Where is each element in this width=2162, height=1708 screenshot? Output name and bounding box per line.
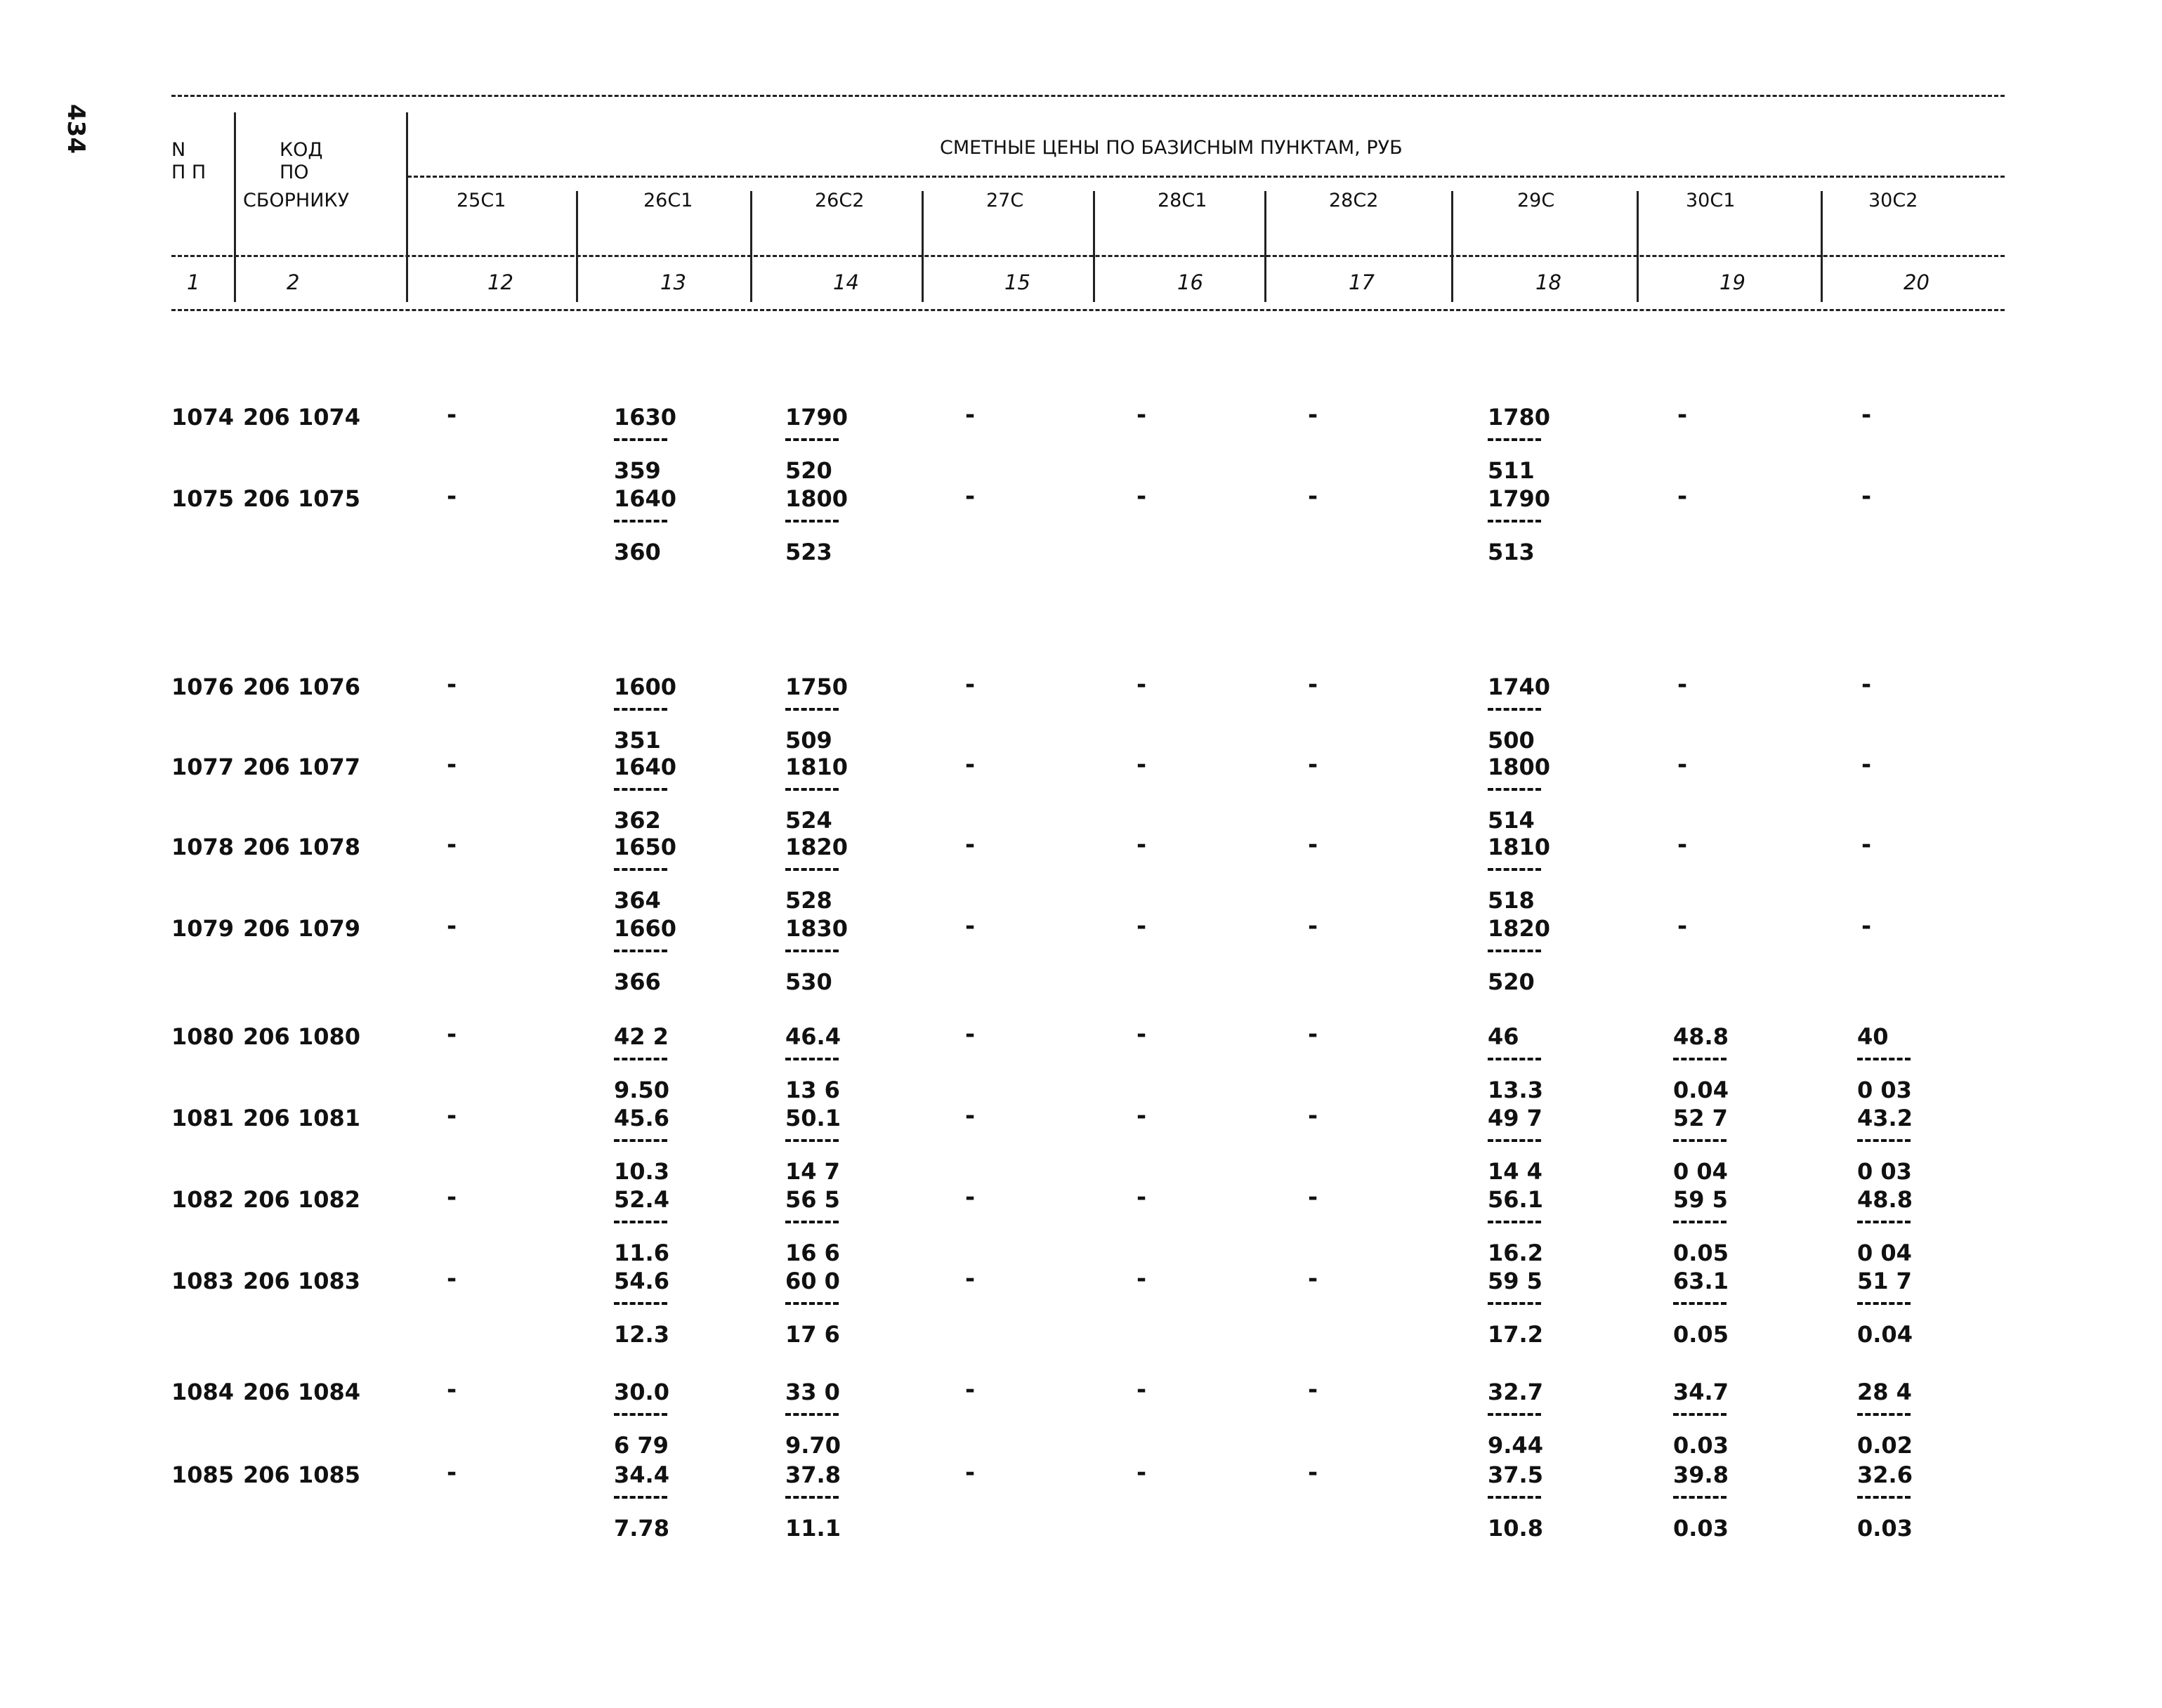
- price-wages: 0.04: [1673, 1077, 1729, 1103]
- empty-value: -: [447, 671, 457, 699]
- price-wages: 530: [785, 968, 832, 995]
- price-total: 30.0: [614, 1379, 669, 1405]
- fraction-bar: [785, 868, 839, 871]
- price-wages: 514: [1488, 807, 1535, 834]
- row-code: 206 1074: [243, 404, 360, 431]
- fraction-bar: [1488, 950, 1541, 952]
- fraction-bar: [1857, 1139, 1911, 1142]
- price-wages: 360: [614, 539, 661, 565]
- vsep: [750, 191, 752, 302]
- fraction-bar: [1673, 1058, 1727, 1060]
- price-wages: 509: [785, 727, 832, 754]
- empty-value: -: [1136, 671, 1147, 699]
- col-header-30c1: 30С1: [1686, 190, 1736, 211]
- price-total: 39.8: [1673, 1461, 1729, 1488]
- col-number: 18: [1535, 270, 1561, 294]
- fraction-bar: [614, 438, 667, 441]
- fraction-bar: [614, 520, 667, 523]
- empty-value: -: [1136, 1183, 1147, 1211]
- empty-value: -: [1308, 912, 1318, 940]
- vsep: [922, 191, 924, 302]
- col-number: 20: [1904, 270, 1930, 294]
- col-header-27c: 27С: [986, 190, 1024, 211]
- price-total: 54.6: [614, 1268, 669, 1294]
- fraction-bar: [614, 1302, 667, 1305]
- price-wages: 13.3: [1488, 1077, 1543, 1103]
- col-header-28c1: 28С1: [1158, 190, 1207, 211]
- price-wages: 0.03: [1673, 1432, 1729, 1459]
- price-total: 56 5: [785, 1186, 840, 1213]
- fraction-bar: [785, 1496, 839, 1499]
- empty-value: -: [1136, 751, 1147, 779]
- price-wages: 0.04: [1857, 1321, 1913, 1348]
- fraction-bar: [1488, 1496, 1541, 1499]
- fraction-bar: [1488, 1302, 1541, 1305]
- fraction-bar: [1488, 520, 1541, 523]
- col-number: 2: [287, 270, 300, 294]
- row-code: 206 1084: [243, 1379, 360, 1405]
- empty-value: -: [447, 1020, 457, 1049]
- empty-value: -: [965, 1376, 976, 1404]
- fraction-bar: [614, 1221, 667, 1223]
- fraction-bar: [1488, 438, 1541, 441]
- col-code-label-1: КОД: [280, 139, 323, 161]
- price-total: 1820: [1488, 915, 1551, 942]
- fraction-bar: [1488, 788, 1541, 791]
- empty-value: -: [447, 1265, 457, 1293]
- empty-value: -: [447, 912, 457, 940]
- fraction-bar: [614, 708, 667, 711]
- page-number: 434: [62, 104, 90, 154]
- row-code: 206 1083: [243, 1268, 360, 1294]
- price-total: 32.6: [1857, 1461, 1913, 1488]
- empty-value: -: [1308, 1183, 1318, 1211]
- fraction-bar: [1673, 1413, 1727, 1416]
- price-total: 45.6: [614, 1105, 669, 1131]
- fraction-bar: [614, 788, 667, 791]
- empty-value: -: [1308, 1376, 1318, 1404]
- price-total: 1600: [614, 674, 677, 700]
- fraction-bar: [785, 1221, 839, 1223]
- fraction-bar: [785, 520, 839, 523]
- price-wages: 0.03: [1673, 1515, 1729, 1542]
- empty-value: -: [1136, 1265, 1147, 1293]
- empty-value: -: [447, 1102, 457, 1130]
- price-wages: 13 6: [785, 1077, 840, 1103]
- price-wages: 524: [785, 807, 832, 834]
- empty-value: -: [1677, 401, 1688, 429]
- price-total: 48.8: [1857, 1186, 1913, 1213]
- price-wages: 351: [614, 727, 661, 754]
- empty-value: -: [1677, 751, 1688, 779]
- price-total: 37.8: [785, 1461, 841, 1488]
- empty-value: -: [1136, 482, 1147, 511]
- price-total: 1820: [785, 834, 849, 860]
- price-total: 52.4: [614, 1186, 669, 1213]
- empty-value: -: [1136, 831, 1147, 859]
- price-wages: 362: [614, 807, 661, 834]
- price-wages: 0 03: [1857, 1158, 1912, 1185]
- empty-value: -: [1308, 831, 1318, 859]
- row-code: 206 1080: [243, 1023, 360, 1050]
- vsep: [1264, 191, 1266, 302]
- col-header-26c2: 26С2: [815, 190, 865, 211]
- fraction-bar: [785, 708, 839, 711]
- price-total: 1750: [785, 674, 849, 700]
- row-number: 1076: [171, 674, 235, 700]
- col-code-label-2: ПО: [280, 162, 309, 183]
- price-wages: 500: [1488, 727, 1535, 754]
- fraction-bar: [1488, 868, 1541, 871]
- price-total: 52 7: [1673, 1105, 1728, 1131]
- row-code: 206 1076: [243, 674, 360, 700]
- price-total: 1790: [1488, 485, 1551, 512]
- fraction-bar: [1488, 708, 1541, 711]
- col-number: 15: [1004, 270, 1030, 294]
- vsep: [1451, 191, 1453, 302]
- col-number: 1: [187, 270, 200, 294]
- price-wages: 17.2: [1488, 1321, 1543, 1348]
- fraction-bar: [1857, 1221, 1911, 1223]
- price-wages: 12.3: [614, 1321, 669, 1348]
- price-total: 50.1: [785, 1105, 841, 1131]
- vsep: [576, 191, 578, 302]
- price-wages: 359: [614, 457, 661, 484]
- row-number: 1079: [171, 915, 235, 942]
- price-total: 43.2: [1857, 1105, 1913, 1131]
- empty-value: -: [1861, 482, 1872, 511]
- price-total: 1810: [785, 754, 849, 780]
- price-wages: 364: [614, 887, 661, 914]
- price-total: 1800: [1488, 754, 1551, 780]
- price-total: 34.4: [614, 1461, 669, 1488]
- empty-value: -: [1861, 401, 1872, 429]
- empty-value: -: [447, 751, 457, 779]
- price-total: 33 0: [785, 1379, 840, 1405]
- price-total: 1800: [785, 485, 849, 512]
- empty-value: -: [965, 1020, 976, 1049]
- row-number: 1084: [171, 1379, 235, 1405]
- fraction-bar: [1857, 1302, 1911, 1305]
- price-wages: 7.78: [614, 1515, 669, 1542]
- empty-value: -: [965, 1183, 976, 1211]
- fraction-bar: [614, 1413, 667, 1416]
- fraction-bar: [785, 950, 839, 952]
- row-number: 1077: [171, 754, 235, 780]
- vsep: [1821, 191, 1823, 302]
- vsep: [406, 112, 408, 302]
- fraction-bar: [785, 1413, 839, 1416]
- price-wages: 0 03: [1857, 1077, 1912, 1103]
- price-total: 46: [1488, 1023, 1519, 1050]
- empty-value: -: [1308, 751, 1318, 779]
- col-number: 19: [1719, 270, 1745, 294]
- row-code: 206 1075: [243, 485, 360, 512]
- empty-value: -: [1861, 751, 1872, 779]
- price-total: 1650: [614, 834, 677, 860]
- price-wages: 513: [1488, 539, 1535, 565]
- price-wages: 0.05: [1673, 1240, 1729, 1266]
- price-wages: 523: [785, 539, 832, 565]
- price-total: 40: [1857, 1023, 1889, 1050]
- header-group-rule: [407, 176, 2005, 178]
- empty-value: -: [1677, 831, 1688, 859]
- price-wages: 11.1: [785, 1515, 841, 1542]
- empty-value: -: [1136, 1102, 1147, 1130]
- price-wages: 0.02: [1857, 1432, 1913, 1459]
- price-total: 1780: [1488, 404, 1551, 431]
- fraction-bar: [1857, 1413, 1911, 1416]
- price-total: 46.4: [785, 1023, 841, 1050]
- price-total: 34.7: [1673, 1379, 1729, 1405]
- col-header-26c1: 26С1: [643, 190, 693, 211]
- empty-value: -: [965, 751, 976, 779]
- price-total: 28 4: [1857, 1379, 1912, 1405]
- price-total: 1640: [614, 754, 677, 780]
- fraction-bar: [1673, 1496, 1727, 1499]
- empty-value: -: [1308, 1459, 1318, 1487]
- empty-value: -: [1861, 831, 1872, 859]
- empty-value: -: [1136, 1376, 1147, 1404]
- price-wages: 6 79: [614, 1432, 669, 1459]
- empty-value: -: [965, 1265, 976, 1293]
- col-header-28c2: 28С2: [1329, 190, 1379, 211]
- vsep: [1637, 191, 1639, 302]
- empty-value: -: [1861, 912, 1872, 940]
- price-total: 60 0: [785, 1268, 840, 1294]
- row-number: 1075: [171, 485, 235, 512]
- price-total: 1660: [614, 915, 677, 942]
- price-total: 59 5: [1673, 1186, 1728, 1213]
- row-number: 1078: [171, 834, 235, 860]
- price-total: 49 7: [1488, 1105, 1542, 1131]
- empty-value: -: [447, 1459, 457, 1487]
- fraction-bar: [614, 950, 667, 952]
- empty-value: -: [1308, 1020, 1318, 1049]
- price-total: 48.8: [1673, 1023, 1729, 1050]
- row-number: 1082: [171, 1186, 235, 1213]
- price-wages: 0 04: [1857, 1240, 1912, 1266]
- empty-value: -: [1677, 482, 1688, 511]
- empty-value: -: [965, 1459, 976, 1487]
- fraction-bar: [785, 1139, 839, 1142]
- empty-value: -: [1677, 671, 1688, 699]
- fraction-bar: [614, 868, 667, 871]
- fraction-bar: [1488, 1058, 1541, 1060]
- price-wages: 10.8: [1488, 1515, 1543, 1542]
- col-number: 16: [1177, 270, 1203, 294]
- vsep: [1093, 191, 1095, 302]
- price-wages: 528: [785, 887, 832, 914]
- fraction-bar: [1673, 1139, 1727, 1142]
- empty-value: -: [1136, 912, 1147, 940]
- price-wages: 520: [785, 457, 832, 484]
- price-total: 63.1: [1673, 1268, 1729, 1294]
- empty-value: -: [965, 482, 976, 511]
- price-wages: 14 7: [785, 1158, 840, 1185]
- col-number: 17: [1349, 270, 1375, 294]
- empty-value: -: [447, 831, 457, 859]
- price-wages: 0 04: [1673, 1158, 1728, 1185]
- group-title: СМЕТНЫЕ ЦЕНЫ ПО БАЗИСНЫМ ПУНКТАМ, РУБ: [940, 137, 1403, 159]
- col-code-label-3: СБОРНИКУ: [243, 190, 350, 211]
- price-total: 59 5: [1488, 1268, 1542, 1294]
- col-pp-label: П П: [171, 162, 207, 183]
- col-number: 12: [487, 270, 513, 294]
- price-wages: 366: [614, 968, 661, 995]
- col-number: 14: [833, 270, 859, 294]
- price-total: 51 7: [1857, 1268, 1912, 1294]
- empty-value: -: [1136, 401, 1147, 429]
- empty-value: -: [447, 1376, 457, 1404]
- empty-value: -: [1308, 401, 1318, 429]
- price-wages: 520: [1488, 968, 1535, 995]
- price-total: 1740: [1488, 674, 1551, 700]
- price-wages: 9.50: [614, 1077, 669, 1103]
- row-code: 206 1082: [243, 1186, 360, 1213]
- empty-value: -: [965, 401, 976, 429]
- price-total: 1810: [1488, 834, 1551, 860]
- fraction-bar: [614, 1139, 667, 1142]
- empty-value: -: [965, 912, 976, 940]
- empty-value: -: [447, 482, 457, 511]
- price-wages: 9.70: [785, 1432, 841, 1459]
- fraction-bar: [785, 1058, 839, 1060]
- price-total: 1640: [614, 485, 677, 512]
- col-header-25c1: 25С1: [457, 190, 506, 211]
- price-wages: 511: [1488, 457, 1535, 484]
- price-wages: 9.44: [1488, 1432, 1543, 1459]
- fraction-bar: [614, 1058, 667, 1060]
- fraction-bar: [785, 788, 839, 791]
- price-wages: 16.2: [1488, 1240, 1543, 1266]
- fraction-bar: [1673, 1221, 1727, 1223]
- col-header-29c: 29С: [1517, 190, 1555, 211]
- empty-value: -: [1308, 1102, 1318, 1130]
- fraction-bar: [1488, 1221, 1541, 1223]
- header-mid-rule: [171, 255, 2005, 257]
- row-number: 1080: [171, 1023, 235, 1050]
- price-total: 56.1: [1488, 1186, 1543, 1213]
- price-wages: 518: [1488, 887, 1535, 914]
- fraction-bar: [614, 1496, 667, 1499]
- empty-value: -: [1136, 1459, 1147, 1487]
- col-n-label: N: [171, 139, 186, 161]
- price-wages: 0.05: [1673, 1321, 1729, 1348]
- empty-value: -: [965, 1102, 976, 1130]
- empty-value: -: [1308, 482, 1318, 511]
- col-number: 13: [660, 270, 686, 294]
- row-code: 206 1081: [243, 1105, 360, 1131]
- fraction-bar: [785, 1302, 839, 1305]
- empty-value: -: [1677, 912, 1688, 940]
- price-wages: 17 6: [785, 1321, 840, 1348]
- row-code: 206 1085: [243, 1461, 360, 1488]
- vsep: [234, 112, 236, 302]
- empty-value: -: [1308, 1265, 1318, 1293]
- fraction-bar: [785, 438, 839, 441]
- empty-value: -: [1136, 1020, 1147, 1049]
- price-total: 1790: [785, 404, 849, 431]
- header-top-rule: [171, 95, 2005, 97]
- empty-value: -: [965, 671, 976, 699]
- price-total: 1830: [785, 915, 849, 942]
- fraction-bar: [1857, 1058, 1911, 1060]
- fraction-bar: [1488, 1139, 1541, 1142]
- price-wages: 10.3: [614, 1158, 669, 1185]
- price-total: 37.5: [1488, 1461, 1543, 1488]
- fraction-bar: [1488, 1413, 1541, 1416]
- price-total: 1630: [614, 404, 677, 431]
- fraction-bar: [1673, 1302, 1727, 1305]
- empty-value: -: [1308, 671, 1318, 699]
- price-wages: 16 6: [785, 1240, 840, 1266]
- row-number: 1083: [171, 1268, 235, 1294]
- price-wages: 14 4: [1488, 1158, 1542, 1185]
- row-code: 206 1078: [243, 834, 360, 860]
- empty-value: -: [965, 831, 976, 859]
- row-number: 1085: [171, 1461, 235, 1488]
- empty-value: -: [1861, 671, 1872, 699]
- header-bottom-rule: [171, 309, 2005, 311]
- fraction-bar: [1857, 1496, 1911, 1499]
- row-number: 1081: [171, 1105, 235, 1131]
- price-wages: 0.03: [1857, 1515, 1913, 1542]
- empty-value: -: [447, 401, 457, 429]
- price-wages: 11.6: [614, 1240, 669, 1266]
- row-code: 206 1077: [243, 754, 360, 780]
- empty-value: -: [447, 1183, 457, 1211]
- col-header-30c2: 30С2: [1868, 190, 1918, 211]
- row-number: 1074: [171, 404, 235, 431]
- price-total: 42 2: [614, 1023, 669, 1050]
- price-total: 32.7: [1488, 1379, 1543, 1405]
- row-code: 206 1079: [243, 915, 360, 942]
